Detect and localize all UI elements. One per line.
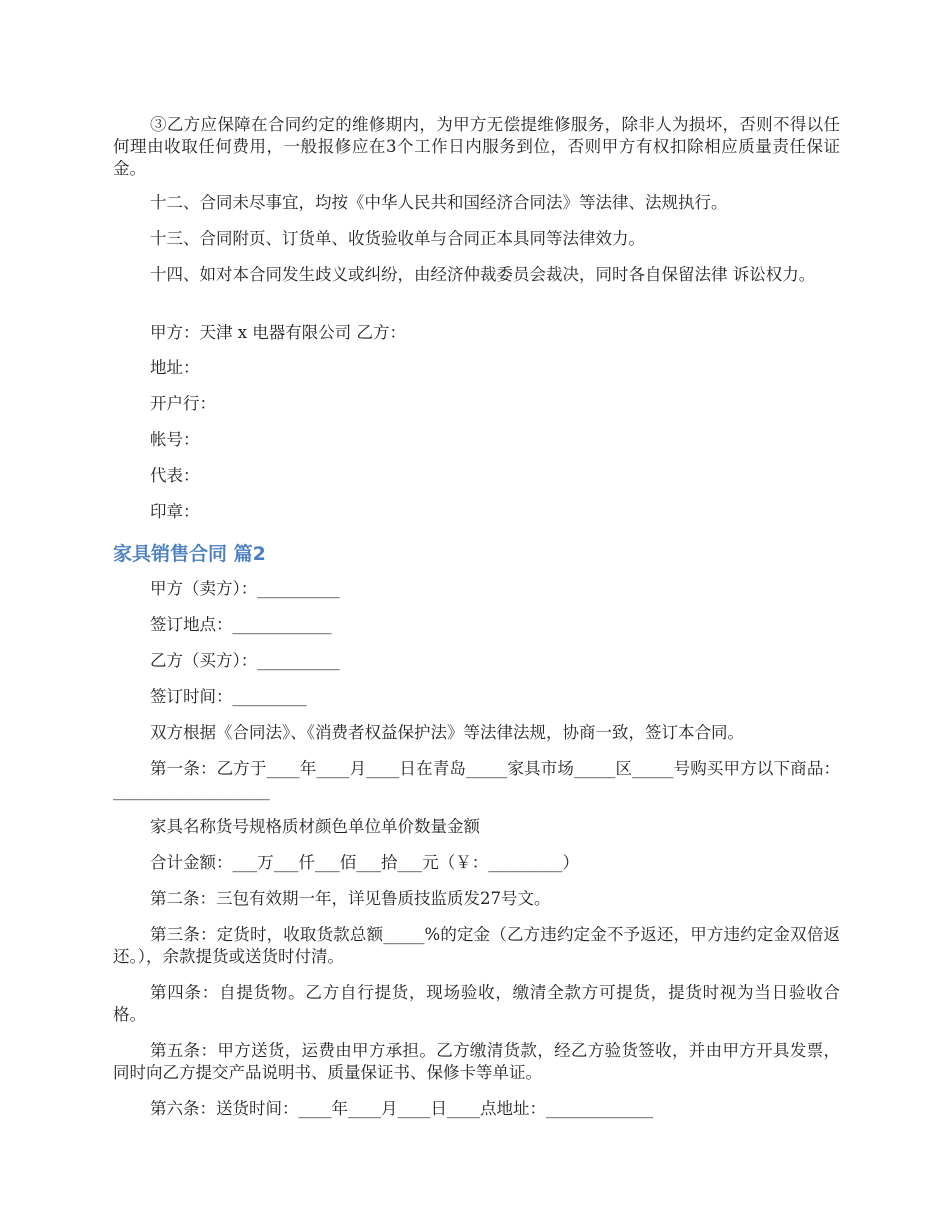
seal-label: 印章： [150,502,200,521]
article-1: 第一条：乙方于____年____月____日在青岛_____家具市场_____区_____号购买甲方以下商品：___________________ [113,759,840,800]
seller-line: 甲方（卖方）：__________ [150,579,340,598]
buyer-line: 乙方（买方）：__________ [150,651,340,670]
article-3: 第三条：定货时，收取货款总额_____%的定金（乙方违约定金不予返还，甲方违约定金双倍返还。），余款提货或送货时付清。 [113,925,840,966]
account-label: 帐号： [150,430,200,449]
goods-header: 家具名称货号规格质材颜色单位单价数量金额 [150,817,480,836]
clause-13: 十三、合同附页、订货单、收货验收单与合同正本具同等法律效力。 [150,229,645,248]
place-line: 签订地点：____________ [150,615,332,634]
article-4: 第四条：自提货物。乙方自行提货，现场验收，缴清全款方可提货，提货时视为当日验收合格。 [113,983,840,1024]
clause-14: 十四、如对本合同发生歧义或纠纷，由经济仲裁委员会裁决，同时各自保留法律 诉讼权力。 [150,265,816,284]
clause-repair: ③乙方应保障在合同约定的维修期内，为甲方无偿提维修服务，除非人为损坏，否则不得以任何理由收取任何费用，一般报修应在3个工作日内服务到位，否则甲方有权扣除相应质量责任保证金。 [113,115,840,178]
bank-label: 开户行： [150,394,216,413]
section-heading: 家具销售合同 篇2 [113,543,266,565]
time-line: 签订时间：_________ [150,687,307,706]
address-label: 地址： [150,358,200,377]
total-line: 合计金额：___万___仟___佰___拾___元（￥：_________） [150,853,579,872]
article-5: 第五条：甲方送货，运费由甲方承担。乙方缴清货款，经乙方验货签收，并由甲方开具发票，同时向乙方提交产品说明书、质量保证书、保修卡等单证。 [113,1041,840,1082]
article-6: 第六条：送货时间：____年____月____日____点地址：_____________ [150,1099,654,1118]
representative-label: 代表： [150,466,200,485]
article-2: 第二条：三包有效期一年，详见鲁质技监质发27号文。 [150,889,551,908]
party-line: 甲方：天津 x 电器有限公司 乙方： [150,323,407,342]
clause-12: 十二、合同未尽事宜，均按《中华人民共和国经济合同法》等法律、法规执行。 [150,193,728,212]
intro-paragraph: 双方根据《合同法》、《消费者权益保护法》等法律法规，协商一致，签订本合同。 [150,723,744,742]
